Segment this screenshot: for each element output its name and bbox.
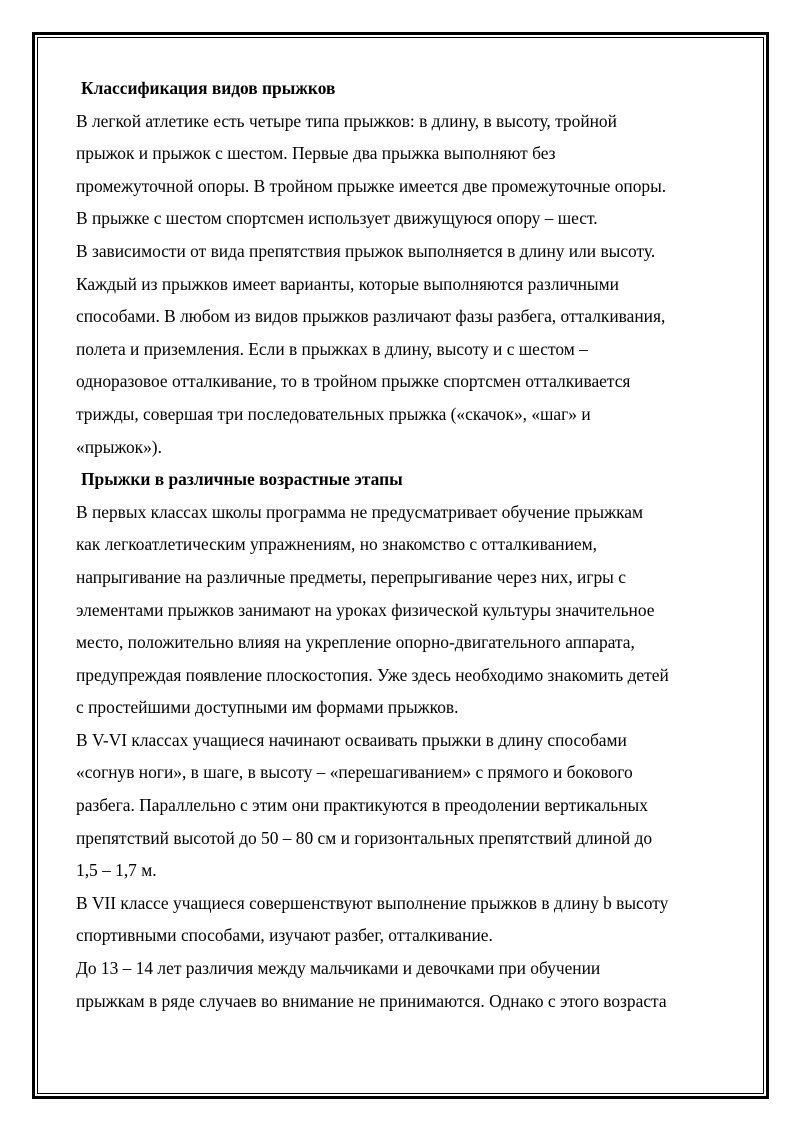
text-line: предупреждая появление плоскостопия. Уже здесь необходимо знакомить детей — [76, 664, 669, 685]
text-line: До 13 – 14 лет различия между мальчиками и девочками при обучении — [76, 958, 601, 979]
section-heading: Прыжки в различные возрастные этапы — [81, 469, 403, 490]
text-line: «согнув ноги», в шаге, в высоту – «перешагиванием» с прямого и бокового — [76, 762, 633, 783]
text-line: Каждый из прыжков имеет варианты, которые выполняются различными — [76, 273, 619, 294]
text-line: способами. В любом из видов прыжков различают фазы разбега, отталкивания, — [76, 306, 666, 327]
text-line: В зависимости от вида препятствия прыжок выполняется в длину или высоту. — [76, 240, 656, 261]
text-line: промежуточной опоры. В тройном прыжке имеется две промежуточные опоры. — [76, 175, 667, 196]
text-line: с простейшими доступными им формами прыжков. — [76, 697, 459, 718]
section-classification — [76, 72, 736, 463]
section-age-stages — [76, 463, 736, 1017]
text-line: прыжкам в ряде случаев во внимание не принимаются. Однако с этого возраста — [76, 990, 667, 1011]
text-line: как легкоатлетическим упражнениям, но знакомство с отталкиванием, — [76, 534, 597, 555]
text-line: одноразовое отталкивание, то в тройном прыжке спортсмен отталкивается — [76, 371, 631, 392]
text-line: спортивными способами, изучают разбег, отталкивание. — [76, 925, 493, 946]
text-line: В прыжке с шестом спортсмен использует движущуюся опору – шест. — [76, 208, 598, 229]
text-line: прыжок и прыжок с шестом. Первые два прыжка выполняют без — [76, 143, 556, 164]
section-heading: Классификация видов прыжков — [81, 78, 336, 98]
text-line: элементами прыжков занимают на уроках физической культуры значительное — [76, 599, 655, 620]
text-line: В VII классе учащиеся совершенствуют выполнение прыжков в длину b высоту — [76, 892, 669, 913]
text-line: В V-VI классах учащиеся начинают осваивать прыжки в длину способами — [76, 729, 627, 750]
text-line: препятствий высотой до 50 – 80 см и горизонтальных препятствий длиной до — [76, 827, 653, 848]
text-line: 1,5 – 1,7 м. — [76, 860, 157, 881]
text-line: разбега. Параллельно с этим они практикуются в преодолении вертикальных — [76, 795, 648, 816]
text-line: напрыгивание на различные предметы, перепрыгивание через них, игры с — [76, 566, 626, 587]
text-line: В первых классах школы программа не предусматривает обучение прыжкам — [76, 501, 643, 522]
text-line: место, положительно влияя на укрепление опорно-двигательного аппарата, — [76, 632, 635, 653]
document-body — [76, 72, 736, 1017]
text-line: «прыжок»). — [76, 436, 162, 457]
text-line: трижды, совершая три последовательных прыжка («скачок», «шаг» и — [76, 403, 591, 424]
text-line: полета и приземления. Если в прыжках в длину, высоту и с шестом – — [76, 338, 588, 359]
text-line: В легкой атлетике есть четыре типа прыжков: в длину, в высоту, тройной — [76, 110, 617, 131]
